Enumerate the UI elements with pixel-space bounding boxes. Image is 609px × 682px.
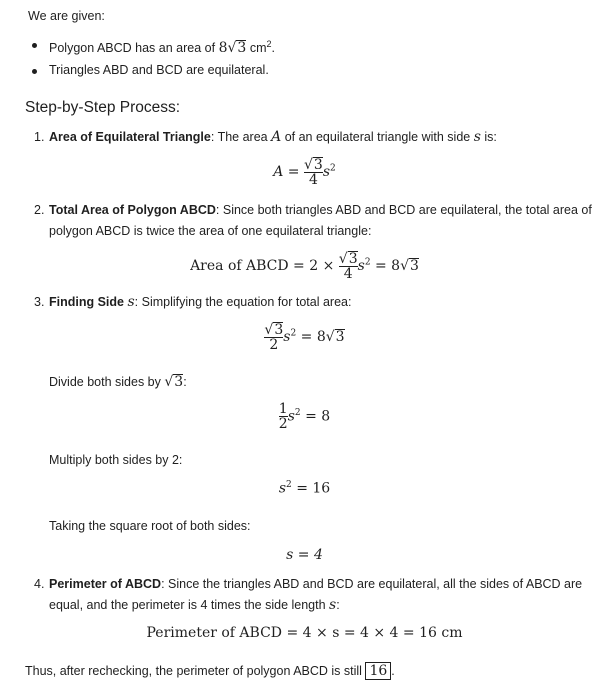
given-item-area: Polygon ABCD has an area of 8√3 $cm^2$. xyxy=(49,39,275,57)
bullet-dot xyxy=(32,43,37,48)
step-1-text: Area of Equilateral Triangle: The area A of an equilateral triangle with side s is: xyxy=(49,129,497,145)
conclusion-text: Thus, after rechecking, the perimeter of polygon ABCD is still 16 . xyxy=(25,663,395,679)
equation-1: $\frac{√3}{2}$ $s^2 = 8√3$ xyxy=(264,322,345,353)
step-number: 1. xyxy=(34,130,45,144)
section-heading: Step-by-Step Process: xyxy=(25,99,181,116)
answer-box: 16 xyxy=(365,662,391,680)
step-2-text-cont: polygon ABCD is twice the area of one equilateral triangle: xyxy=(49,224,372,238)
step-number: 4. xyxy=(34,577,45,591)
step-4-text: Perimeter of ABCD: Since the triangles ABD and BCD are equilateral, all the sides of ABCD are xyxy=(49,577,583,591)
step-2-text: Total Area of Polygon ABCD: Since both triangles ABD and BCD are equilateral, the total area of xyxy=(49,203,592,217)
formula-area-triangle: A = $\frac{√3}{4}$ $s^2$ xyxy=(273,157,336,188)
sqrt-instruction: Taking the square root of both sides: xyxy=(49,519,251,533)
equation-3: $s^2 = 16$ xyxy=(278,480,331,497)
formula-total-area: Area of ABCD = 2 × $\frac{√3}{4}$ $s^2 = 8√3$ xyxy=(190,251,419,282)
equation-2: $\frac{1}{2}$ $s^2 = 8$ xyxy=(278,401,331,432)
step-3-text: Finding Side s: Simplifying the equation for total area: xyxy=(49,294,352,310)
step-number: 2. xyxy=(34,203,45,217)
step-4-text-cont: equal, and the perimeter is 4 times the side length s: xyxy=(49,597,340,613)
formula-perimeter: Perimeter of ABCD = 4 × s = 4 × 4 = 16 cm xyxy=(146,625,463,641)
step-number: 3. xyxy=(34,295,45,309)
equation-4: s = 4 xyxy=(286,547,323,563)
given-item-triangles: Triangles ABD and BCD are equilateral. xyxy=(49,63,269,77)
intro-text: We are given: xyxy=(28,9,105,23)
multiply-instruction: Multiply both sides by 2: xyxy=(49,453,183,467)
divide-instruction: Divide both sides by √3: xyxy=(49,374,187,390)
bullet-dot xyxy=(32,69,37,74)
